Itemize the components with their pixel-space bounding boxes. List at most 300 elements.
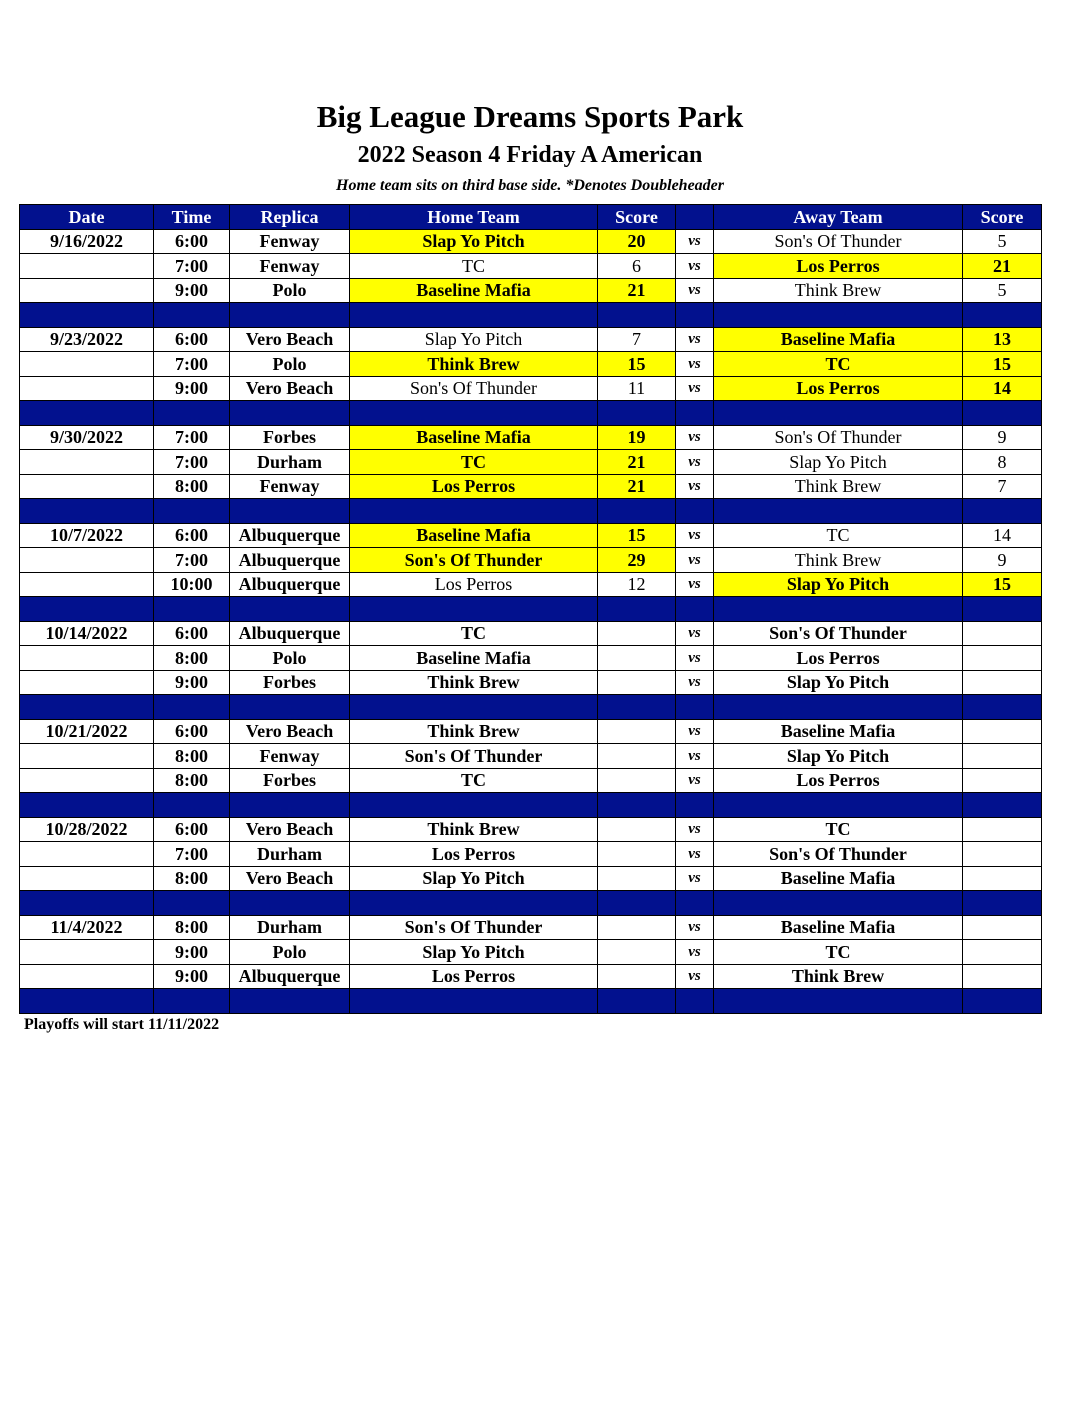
home-score bbox=[598, 646, 676, 671]
schedule-body bbox=[20, 229, 1042, 1013]
separator-cell bbox=[350, 891, 598, 916]
home-score bbox=[598, 817, 676, 842]
game-row bbox=[20, 940, 1042, 965]
game-time: 10:00 bbox=[154, 572, 230, 597]
home-team: TC bbox=[350, 254, 598, 279]
game-field: Vero Beach bbox=[230, 376, 350, 401]
game-row bbox=[20, 278, 1042, 303]
game-field: Polo bbox=[230, 278, 350, 303]
separator-cell bbox=[20, 989, 154, 1014]
home-score bbox=[598, 744, 676, 769]
separator-cell bbox=[230, 499, 350, 524]
away-team: Slap Yo Pitch bbox=[714, 572, 963, 597]
separator-cell bbox=[350, 597, 598, 622]
week-separator-row bbox=[20, 303, 1042, 328]
home-team: Think Brew bbox=[350, 352, 598, 377]
home-score: 11 bbox=[598, 376, 676, 401]
vs-label: vs bbox=[676, 523, 714, 548]
game-row bbox=[20, 866, 1042, 891]
separator-cell bbox=[350, 695, 598, 720]
separator-cell bbox=[714, 303, 963, 328]
vs-label: vs bbox=[676, 278, 714, 303]
separator-cell bbox=[598, 499, 676, 524]
home-team: Slap Yo Pitch bbox=[350, 940, 598, 965]
separator-cell bbox=[963, 793, 1042, 818]
game-field: Fenway bbox=[230, 254, 350, 279]
game-date bbox=[20, 940, 154, 965]
vs-label: vs bbox=[676, 646, 714, 671]
game-field: Polo bbox=[230, 940, 350, 965]
separator-cell bbox=[598, 695, 676, 720]
separator-cell bbox=[598, 891, 676, 916]
away-score: 15 bbox=[963, 572, 1042, 597]
separator-cell bbox=[350, 989, 598, 1014]
away-score: 5 bbox=[963, 278, 1042, 303]
game-time: 8:00 bbox=[154, 744, 230, 769]
home-score: 21 bbox=[598, 450, 676, 475]
col-header-home-team: Home Team bbox=[350, 205, 598, 230]
separator-cell bbox=[20, 695, 154, 720]
separator-cell bbox=[676, 597, 714, 622]
away-score: 15 bbox=[963, 352, 1042, 377]
vs-label: vs bbox=[676, 719, 714, 744]
home-team: Baseline Mafia bbox=[350, 278, 598, 303]
vs-label: vs bbox=[676, 425, 714, 450]
separator-cell bbox=[230, 695, 350, 720]
vs-label: vs bbox=[676, 548, 714, 573]
away-score: 5 bbox=[963, 229, 1042, 254]
game-date: 9/23/2022 bbox=[20, 327, 154, 352]
game-field: Albuquerque bbox=[230, 548, 350, 573]
separator-cell bbox=[230, 303, 350, 328]
vs-label: vs bbox=[676, 866, 714, 891]
page-subtitle: 2022 Season 4 Friday A American bbox=[357, 142, 703, 168]
game-row bbox=[20, 548, 1042, 573]
separator-cell bbox=[598, 597, 676, 622]
game-date bbox=[20, 744, 154, 769]
game-row bbox=[20, 744, 1042, 769]
home-team: Baseline Mafia bbox=[350, 425, 598, 450]
away-team: Think Brew bbox=[714, 548, 963, 573]
away-team: Los Perros bbox=[714, 646, 963, 671]
home-team: Baseline Mafia bbox=[350, 523, 598, 548]
game-field: Albuquerque bbox=[230, 621, 350, 646]
away-score: 9 bbox=[963, 425, 1042, 450]
vs-label: vs bbox=[676, 915, 714, 940]
vs-label: vs bbox=[676, 964, 714, 989]
home-score bbox=[598, 915, 676, 940]
game-time: 7:00 bbox=[154, 450, 230, 475]
separator-cell bbox=[963, 989, 1042, 1014]
away-team: Slap Yo Pitch bbox=[714, 744, 963, 769]
separator-cell bbox=[154, 303, 230, 328]
game-date: 11/4/2022 bbox=[20, 915, 154, 940]
game-field: Forbes bbox=[230, 670, 350, 695]
game-time: 8:00 bbox=[154, 768, 230, 793]
game-field: Vero Beach bbox=[230, 327, 350, 352]
away-team: TC bbox=[714, 352, 963, 377]
schedule-note: Home team sits on third base side. *Denotes Doubleheader bbox=[336, 177, 724, 194]
vs-label: vs bbox=[676, 376, 714, 401]
vs-label: vs bbox=[676, 450, 714, 475]
separator-cell bbox=[598, 401, 676, 426]
separator-cell bbox=[20, 303, 154, 328]
game-row bbox=[20, 670, 1042, 695]
separator-cell bbox=[154, 793, 230, 818]
separator-cell bbox=[963, 401, 1042, 426]
away-score: 7 bbox=[963, 474, 1042, 499]
separator-cell bbox=[963, 891, 1042, 916]
home-team: Son's Of Thunder bbox=[350, 548, 598, 573]
away-team: Think Brew bbox=[714, 474, 963, 499]
col-header-replica: Replica bbox=[230, 205, 350, 230]
separator-cell bbox=[230, 989, 350, 1014]
game-row bbox=[20, 915, 1042, 940]
game-field: Fenway bbox=[230, 474, 350, 499]
game-row bbox=[20, 964, 1042, 989]
home-score: 7 bbox=[598, 327, 676, 352]
game-time: 6:00 bbox=[154, 621, 230, 646]
home-score: 19 bbox=[598, 425, 676, 450]
separator-cell bbox=[963, 695, 1042, 720]
game-row bbox=[20, 425, 1042, 450]
away-score bbox=[963, 768, 1042, 793]
game-time: 7:00 bbox=[154, 352, 230, 377]
week-separator-row bbox=[20, 989, 1042, 1014]
home-score: 21 bbox=[598, 278, 676, 303]
vs-label: vs bbox=[676, 842, 714, 867]
separator-cell bbox=[230, 597, 350, 622]
separator-cell bbox=[714, 695, 963, 720]
away-score: 13 bbox=[963, 327, 1042, 352]
game-row bbox=[20, 254, 1042, 279]
separator-cell bbox=[714, 499, 963, 524]
vs-label: vs bbox=[676, 621, 714, 646]
home-score: 12 bbox=[598, 572, 676, 597]
away-team: Los Perros bbox=[714, 254, 963, 279]
game-row bbox=[20, 621, 1042, 646]
separator-cell bbox=[154, 695, 230, 720]
away-score: 14 bbox=[963, 523, 1042, 548]
vs-label: vs bbox=[676, 352, 714, 377]
separator-cell bbox=[350, 303, 598, 328]
home-team: Los Perros bbox=[350, 572, 598, 597]
separator-cell bbox=[714, 401, 963, 426]
game-field: Durham bbox=[230, 450, 350, 475]
vs-label: vs bbox=[676, 327, 714, 352]
game-time: 8:00 bbox=[154, 915, 230, 940]
home-team: Son's Of Thunder bbox=[350, 744, 598, 769]
game-date: 10/28/2022 bbox=[20, 817, 154, 842]
game-field: Vero Beach bbox=[230, 866, 350, 891]
game-time: 9:00 bbox=[154, 376, 230, 401]
home-team: Think Brew bbox=[350, 817, 598, 842]
away-team: Baseline Mafia bbox=[714, 915, 963, 940]
separator-cell bbox=[230, 793, 350, 818]
away-score bbox=[963, 866, 1042, 891]
separator-cell bbox=[230, 891, 350, 916]
game-field: Vero Beach bbox=[230, 719, 350, 744]
separator-cell bbox=[963, 303, 1042, 328]
game-date: 9/16/2022 bbox=[20, 229, 154, 254]
game-field: Fenway bbox=[230, 229, 350, 254]
separator-cell bbox=[676, 401, 714, 426]
separator-cell bbox=[154, 499, 230, 524]
page-title: Big League Dreams Sports Park bbox=[316, 99, 744, 134]
separator-cell bbox=[350, 793, 598, 818]
playoffs-note: Playoffs will start 11/11/2022 bbox=[24, 1016, 220, 1033]
away-score bbox=[963, 817, 1042, 842]
game-row bbox=[20, 817, 1042, 842]
home-score bbox=[598, 940, 676, 965]
home-team: Think Brew bbox=[350, 719, 598, 744]
week-separator-row bbox=[20, 695, 1042, 720]
game-field: Albuquerque bbox=[230, 523, 350, 548]
game-time: 8:00 bbox=[154, 866, 230, 891]
separator-cell bbox=[598, 303, 676, 328]
vs-label: vs bbox=[676, 768, 714, 793]
away-team: TC bbox=[714, 940, 963, 965]
separator-cell bbox=[154, 891, 230, 916]
game-field: Forbes bbox=[230, 768, 350, 793]
away-team: TC bbox=[714, 523, 963, 548]
game-date bbox=[20, 278, 154, 303]
game-date bbox=[20, 254, 154, 279]
game-date bbox=[20, 572, 154, 597]
separator-cell bbox=[154, 401, 230, 426]
away-team: Los Perros bbox=[714, 376, 963, 401]
separator-cell bbox=[230, 401, 350, 426]
separator-cell bbox=[714, 891, 963, 916]
game-row bbox=[20, 450, 1042, 475]
game-time: 9:00 bbox=[154, 964, 230, 989]
home-team: Baseline Mafia bbox=[350, 646, 598, 671]
game-row bbox=[20, 376, 1042, 401]
away-team: TC bbox=[714, 817, 963, 842]
home-score bbox=[598, 621, 676, 646]
vs-label: vs bbox=[676, 817, 714, 842]
separator-cell bbox=[20, 499, 154, 524]
separator-cell bbox=[676, 891, 714, 916]
home-score bbox=[598, 719, 676, 744]
vs-label: vs bbox=[676, 572, 714, 597]
home-score: 15 bbox=[598, 352, 676, 377]
away-score: 14 bbox=[963, 376, 1042, 401]
game-field: Vero Beach bbox=[230, 817, 350, 842]
vs-label: vs bbox=[676, 744, 714, 769]
home-team: Son's Of Thunder bbox=[350, 376, 598, 401]
away-team: Son's Of Thunder bbox=[714, 229, 963, 254]
game-field: Durham bbox=[230, 842, 350, 867]
away-team: Los Perros bbox=[714, 768, 963, 793]
game-row bbox=[20, 327, 1042, 352]
home-score bbox=[598, 866, 676, 891]
separator-cell bbox=[598, 989, 676, 1014]
vs-label: vs bbox=[676, 940, 714, 965]
week-separator-row bbox=[20, 891, 1042, 916]
game-field: Polo bbox=[230, 352, 350, 377]
separator-cell bbox=[714, 597, 963, 622]
away-team: Son's Of Thunder bbox=[714, 425, 963, 450]
home-score: 6 bbox=[598, 254, 676, 279]
game-time: 7:00 bbox=[154, 254, 230, 279]
home-team: Slap Yo Pitch bbox=[350, 229, 598, 254]
away-team: Slap Yo Pitch bbox=[714, 670, 963, 695]
game-date: 10/14/2022 bbox=[20, 621, 154, 646]
game-date bbox=[20, 866, 154, 891]
game-time: 6:00 bbox=[154, 817, 230, 842]
away-team: Slap Yo Pitch bbox=[714, 450, 963, 475]
game-date: 10/21/2022 bbox=[20, 719, 154, 744]
game-time: 9:00 bbox=[154, 670, 230, 695]
game-row bbox=[20, 523, 1042, 548]
separator-cell bbox=[598, 793, 676, 818]
away-score bbox=[963, 842, 1042, 867]
game-time: 6:00 bbox=[154, 719, 230, 744]
home-score bbox=[598, 842, 676, 867]
game-field: Durham bbox=[230, 915, 350, 940]
separator-cell bbox=[676, 793, 714, 818]
game-row bbox=[20, 352, 1042, 377]
home-score: 29 bbox=[598, 548, 676, 573]
game-field: Albuquerque bbox=[230, 964, 350, 989]
home-team: Slap Yo Pitch bbox=[350, 327, 598, 352]
home-score bbox=[598, 768, 676, 793]
game-date bbox=[20, 474, 154, 499]
away-team: Think Brew bbox=[714, 278, 963, 303]
home-team: Los Perros bbox=[350, 842, 598, 867]
week-separator-row bbox=[20, 499, 1042, 524]
separator-cell bbox=[676, 303, 714, 328]
game-time: 8:00 bbox=[154, 474, 230, 499]
game-date bbox=[20, 352, 154, 377]
separator-cell bbox=[20, 401, 154, 426]
col-header-away-team: Away Team bbox=[714, 205, 963, 230]
home-team: Los Perros bbox=[350, 964, 598, 989]
away-team: Baseline Mafia bbox=[714, 719, 963, 744]
home-score bbox=[598, 670, 676, 695]
away-team: Think Brew bbox=[714, 964, 963, 989]
vs-label: vs bbox=[676, 670, 714, 695]
vs-label: vs bbox=[676, 254, 714, 279]
home-team: TC bbox=[350, 768, 598, 793]
game-date bbox=[20, 670, 154, 695]
game-time: 7:00 bbox=[154, 842, 230, 867]
separator-cell bbox=[20, 891, 154, 916]
away-team: Son's Of Thunder bbox=[714, 842, 963, 867]
vs-label: vs bbox=[676, 229, 714, 254]
game-date bbox=[20, 450, 154, 475]
col-header-time: Time bbox=[154, 205, 230, 230]
col-header-away-score: Score bbox=[963, 205, 1042, 230]
game-date: 9/30/2022 bbox=[20, 425, 154, 450]
away-score bbox=[963, 670, 1042, 695]
separator-cell bbox=[714, 989, 963, 1014]
away-score bbox=[963, 621, 1042, 646]
game-date bbox=[20, 842, 154, 867]
separator-cell bbox=[20, 793, 154, 818]
home-team: TC bbox=[350, 621, 598, 646]
away-team: Baseline Mafia bbox=[714, 866, 963, 891]
away-score bbox=[963, 719, 1042, 744]
game-time: 6:00 bbox=[154, 327, 230, 352]
game-date bbox=[20, 548, 154, 573]
away-score bbox=[963, 915, 1042, 940]
away-score bbox=[963, 964, 1042, 989]
game-field: Polo bbox=[230, 646, 350, 671]
away-score: 9 bbox=[963, 548, 1042, 573]
game-row bbox=[20, 572, 1042, 597]
away-score bbox=[963, 646, 1042, 671]
game-field: Albuquerque bbox=[230, 572, 350, 597]
away-team: Baseline Mafia bbox=[714, 327, 963, 352]
home-score: 20 bbox=[598, 229, 676, 254]
away-score: 8 bbox=[963, 450, 1042, 475]
game-row bbox=[20, 719, 1042, 744]
game-row bbox=[20, 474, 1042, 499]
game-time: 6:00 bbox=[154, 229, 230, 254]
separator-cell bbox=[676, 989, 714, 1014]
game-date bbox=[20, 646, 154, 671]
game-time: 7:00 bbox=[154, 425, 230, 450]
game-date bbox=[20, 768, 154, 793]
home-score: 15 bbox=[598, 523, 676, 548]
separator-cell bbox=[963, 499, 1042, 524]
home-score bbox=[598, 964, 676, 989]
separator-cell bbox=[714, 793, 963, 818]
separator-cell bbox=[154, 597, 230, 622]
away-team: Son's Of Thunder bbox=[714, 621, 963, 646]
game-date: 10/7/2022 bbox=[20, 523, 154, 548]
game-row bbox=[20, 842, 1042, 867]
vs-label: vs bbox=[676, 474, 714, 499]
schedule-table bbox=[19, 204, 1042, 1014]
game-time: 7:00 bbox=[154, 548, 230, 573]
game-date bbox=[20, 376, 154, 401]
home-team: Slap Yo Pitch bbox=[350, 866, 598, 891]
game-row bbox=[20, 646, 1042, 671]
separator-cell bbox=[350, 401, 598, 426]
col-header-home-score: Score bbox=[598, 205, 676, 230]
game-time: 9:00 bbox=[154, 940, 230, 965]
game-time: 9:00 bbox=[154, 278, 230, 303]
home-team: Los Perros bbox=[350, 474, 598, 499]
separator-cell bbox=[676, 499, 714, 524]
separator-cell bbox=[154, 989, 230, 1014]
separator-cell bbox=[20, 597, 154, 622]
separator-cell bbox=[676, 695, 714, 720]
home-team: Son's Of Thunder bbox=[350, 915, 598, 940]
col-header-vs bbox=[676, 205, 714, 230]
separator-cell bbox=[963, 597, 1042, 622]
col-header-date: Date bbox=[20, 205, 154, 230]
game-row bbox=[20, 768, 1042, 793]
game-time: 6:00 bbox=[154, 523, 230, 548]
header-row bbox=[20, 205, 1042, 230]
week-separator-row bbox=[20, 597, 1042, 622]
away-score bbox=[963, 940, 1042, 965]
home-team: TC bbox=[350, 450, 598, 475]
game-field: Forbes bbox=[230, 425, 350, 450]
game-date bbox=[20, 964, 154, 989]
week-separator-row bbox=[20, 401, 1042, 426]
game-time: 8:00 bbox=[154, 646, 230, 671]
away-score: 21 bbox=[963, 254, 1042, 279]
home-score: 21 bbox=[598, 474, 676, 499]
game-field: Fenway bbox=[230, 744, 350, 769]
game-row bbox=[20, 229, 1042, 254]
separator-cell bbox=[350, 499, 598, 524]
